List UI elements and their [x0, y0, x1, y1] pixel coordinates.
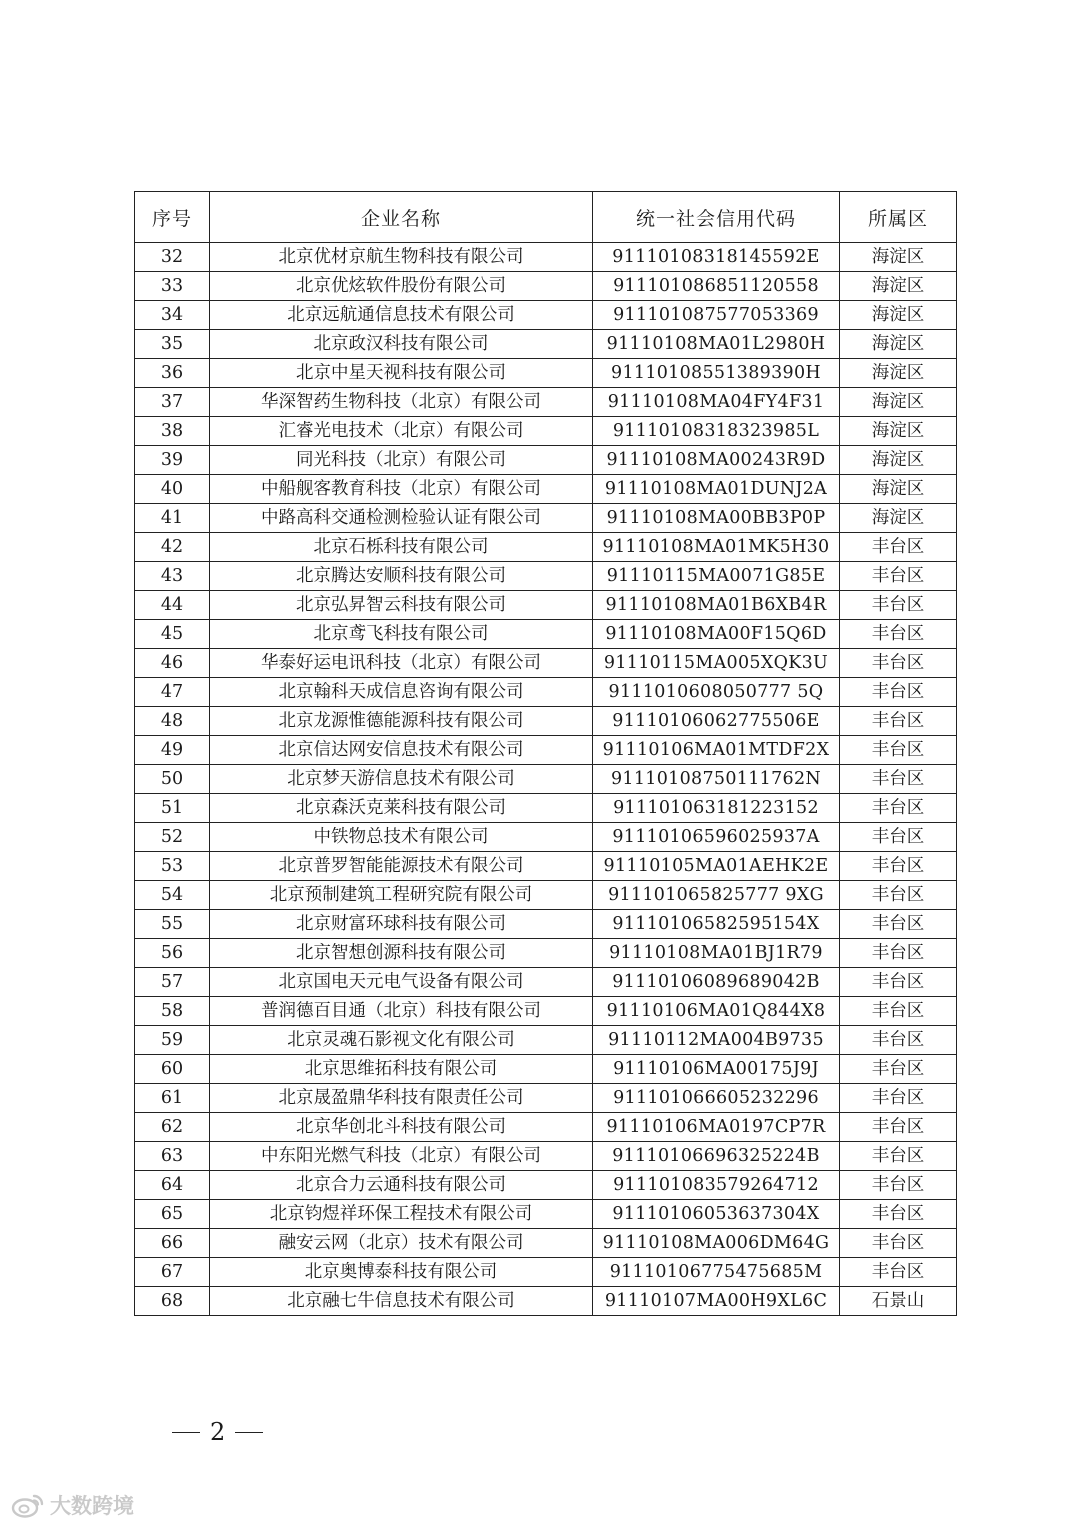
cell-seq: 34 — [135, 301, 210, 330]
table-row — [135, 678, 957, 707]
table-row — [135, 794, 957, 823]
cell-credit-code: 91110108MA00243R9D — [593, 446, 840, 475]
cell-district: 丰台区 — [840, 1026, 957, 1055]
cell-district: 丰台区 — [840, 1229, 957, 1258]
cell-name: 北京腾达安顺科技有限公司 — [210, 562, 593, 591]
cell-seq: 55 — [135, 910, 210, 939]
cell-name: 北京中星天视科技有限公司 — [210, 359, 593, 388]
cell-district: 丰台区 — [840, 562, 957, 591]
table-row — [135, 939, 957, 968]
table-row — [135, 1258, 957, 1287]
cell-name: 北京翰科天成信息咨询有限公司 — [210, 678, 593, 707]
cell-credit-code: 91110108750111762N — [593, 765, 840, 794]
cell-credit-code: 91110108MA00F15Q6D — [593, 620, 840, 649]
cell-credit-code: 91110107MA00H9XL6C — [593, 1287, 840, 1316]
cell-district: 海淀区 — [840, 272, 957, 301]
cell-district: 丰台区 — [840, 678, 957, 707]
cell-seq: 50 — [135, 765, 210, 794]
cell-district: 石景山 — [840, 1287, 957, 1316]
cell-seq: 64 — [135, 1171, 210, 1200]
cell-name: 北京财富环球科技有限公司 — [210, 910, 593, 939]
cell-credit-code: 9111010608050777 5Q — [593, 678, 840, 707]
cell-name: 同光科技（北京）有限公司 — [210, 446, 593, 475]
cell-district: 丰台区 — [840, 1142, 957, 1171]
table-row — [135, 272, 957, 301]
table-row — [135, 1113, 957, 1142]
cell-credit-code: 91110115MA005XQK3U — [593, 649, 840, 678]
table-row — [135, 1287, 957, 1316]
table-row — [135, 1171, 957, 1200]
cell-district: 丰台区 — [840, 765, 957, 794]
table-row — [135, 968, 957, 997]
cell-name: 华深智药生物科技（北京）有限公司 — [210, 388, 593, 417]
table-body — [135, 243, 957, 1316]
cell-name: 北京信达网安信息技术有限公司 — [210, 736, 593, 765]
cell-district: 海淀区 — [840, 243, 957, 272]
cell-credit-code: 91110108318323985L — [593, 417, 840, 446]
watermark — [10, 1490, 134, 1520]
table-row — [135, 707, 957, 736]
cell-seq: 37 — [135, 388, 210, 417]
table-row — [135, 359, 957, 388]
page-number-value: 2 — [210, 1418, 226, 1446]
cell-name: 中东阳光燃气科技（北京）有限公司 — [210, 1142, 593, 1171]
cell-name: 北京政汉科技有限公司 — [210, 330, 593, 359]
header-credit-code: 统一社会信用代码 — [593, 192, 840, 243]
cell-seq: 41 — [135, 504, 210, 533]
cell-name: 中铁物总技术有限公司 — [210, 823, 593, 852]
cell-credit-code: 91110112MA004B9735 — [593, 1026, 840, 1055]
table-row — [135, 736, 957, 765]
cell-seq: 44 — [135, 591, 210, 620]
cell-seq: 43 — [135, 562, 210, 591]
cell-district: 丰台区 — [840, 939, 957, 968]
cell-district: 丰台区 — [840, 910, 957, 939]
cell-name: 北京晟盈鼎华科技有限责任公司 — [210, 1084, 593, 1113]
cell-credit-code: 91110106MA0197CP7R — [593, 1113, 840, 1142]
cell-name: 北京石栎科技有限公司 — [210, 533, 593, 562]
table-row — [135, 1142, 957, 1171]
cell-district: 丰台区 — [840, 533, 957, 562]
cell-district: 丰台区 — [840, 1200, 957, 1229]
cell-credit-code: 91110106MA01Q844X8 — [593, 997, 840, 1026]
cell-name: 北京国电天元电气设备有限公司 — [210, 968, 593, 997]
table-row — [135, 330, 957, 359]
cell-credit-code: 91110108MA01MK5H30 — [593, 533, 840, 562]
cell-name: 北京钧煜祥环保工程技术有限公司 — [210, 1200, 593, 1229]
cell-credit-code: 91110106053637304X — [593, 1200, 840, 1229]
table-row — [135, 620, 957, 649]
cell-credit-code: 91110108MA006DM64G — [593, 1229, 840, 1258]
table-row — [135, 533, 957, 562]
cell-credit-code: 911101086851120558 — [593, 272, 840, 301]
cell-seq: 38 — [135, 417, 210, 446]
cell-name: 北京梦天游信息技术有限公司 — [210, 765, 593, 794]
table-row — [135, 388, 957, 417]
cell-seq: 62 — [135, 1113, 210, 1142]
cell-name: 北京奥博泰科技有限公司 — [210, 1258, 593, 1287]
table-row — [135, 1229, 957, 1258]
header-district: 所属区 — [840, 192, 957, 243]
cell-seq: 60 — [135, 1055, 210, 1084]
cell-seq: 56 — [135, 939, 210, 968]
cell-credit-code: 91110108MA01BJ1R79 — [593, 939, 840, 968]
cell-seq: 57 — [135, 968, 210, 997]
cell-name: 北京智想创源科技有限公司 — [210, 939, 593, 968]
cell-credit-code: 91110106775475685M — [593, 1258, 840, 1287]
cell-seq: 59 — [135, 1026, 210, 1055]
cell-district: 丰台区 — [840, 823, 957, 852]
cell-seq: 48 — [135, 707, 210, 736]
cell-credit-code: 91110106089689042B — [593, 968, 840, 997]
cell-name: 融安云网（北京）技术有限公司 — [210, 1229, 593, 1258]
cell-district: 海淀区 — [840, 446, 957, 475]
cell-seq: 51 — [135, 794, 210, 823]
cell-name: 北京思维拓科技有限公司 — [210, 1055, 593, 1084]
table-row — [135, 1026, 957, 1055]
cell-seq: 68 — [135, 1287, 210, 1316]
cell-seq: 35 — [135, 330, 210, 359]
cell-name: 北京优材京航生物科技有限公司 — [210, 243, 593, 272]
cell-name: 北京远航通信息技术有限公司 — [210, 301, 593, 330]
cell-credit-code: 91110105MA01AEHK2E — [593, 852, 840, 881]
cell-name: 普润德百目通（北京）科技有限公司 — [210, 997, 593, 1026]
cell-credit-code: 91110106596025937A — [593, 823, 840, 852]
page-number-dash-right — [235, 1432, 263, 1433]
cell-credit-code: 91110106696325224B — [593, 1142, 840, 1171]
cell-seq: 33 — [135, 272, 210, 301]
cell-name: 北京优炫软件股份有限公司 — [210, 272, 593, 301]
table-row — [135, 1200, 957, 1229]
cell-credit-code: 91110106062775506E — [593, 707, 840, 736]
cell-seq: 42 — [135, 533, 210, 562]
cell-seq: 52 — [135, 823, 210, 852]
cell-credit-code: 911101063181223152 — [593, 794, 840, 823]
cell-seq: 58 — [135, 997, 210, 1026]
cell-district: 海淀区 — [840, 359, 957, 388]
table-row — [135, 997, 957, 1026]
cell-seq: 54 — [135, 881, 210, 910]
cell-credit-code: 91110106MA01MTDF2X — [593, 736, 840, 765]
table-header-row — [135, 192, 957, 243]
table-row — [135, 823, 957, 852]
cell-name: 北京预制建筑工程研究院有限公司 — [210, 881, 593, 910]
cell-name: 北京合力云通科技有限公司 — [210, 1171, 593, 1200]
table-row — [135, 852, 957, 881]
cell-district: 丰台区 — [840, 1171, 957, 1200]
cell-seq: 61 — [135, 1084, 210, 1113]
cell-district: 丰台区 — [840, 591, 957, 620]
cell-seq: 45 — [135, 620, 210, 649]
table-row — [135, 446, 957, 475]
cell-district: 丰台区 — [840, 736, 957, 765]
watermark-text: 大数跨境 — [50, 1494, 134, 1518]
enterprise-table — [134, 191, 957, 1316]
cell-name: 汇睿光电技术（北京）有限公司 — [210, 417, 593, 446]
cell-credit-code: 91110106MA00175J9J — [593, 1055, 840, 1084]
table-row — [135, 910, 957, 939]
cell-name: 北京森沃克莱科技有限公司 — [210, 794, 593, 823]
table-row — [135, 243, 957, 272]
table-row — [135, 504, 957, 533]
cell-district: 丰台区 — [840, 1084, 957, 1113]
cell-name: 北京灵魂石影视文化有限公司 — [210, 1026, 593, 1055]
cell-district: 海淀区 — [840, 388, 957, 417]
cell-district: 海淀区 — [840, 330, 957, 359]
cell-district: 丰台区 — [840, 649, 957, 678]
cell-seq: 47 — [135, 678, 210, 707]
table-row — [135, 301, 957, 330]
table-row — [135, 1055, 957, 1084]
cell-name: 北京华创北斗科技有限公司 — [210, 1113, 593, 1142]
cell-credit-code: 911101065825777 9XG — [593, 881, 840, 910]
cell-seq: 36 — [135, 359, 210, 388]
cell-seq: 39 — [135, 446, 210, 475]
cell-seq: 46 — [135, 649, 210, 678]
cell-district: 丰台区 — [840, 620, 957, 649]
page-number-dash-left — [172, 1432, 200, 1433]
cell-name: 华泰好运电讯科技（北京）有限公司 — [210, 649, 593, 678]
cell-seq: 40 — [135, 475, 210, 504]
cell-seq: 49 — [135, 736, 210, 765]
cell-name: 北京龙源惟德能源科技有限公司 — [210, 707, 593, 736]
table-row — [135, 417, 957, 446]
cell-district: 海淀区 — [840, 475, 957, 504]
cell-credit-code: 91110108MA00BB3P0P — [593, 504, 840, 533]
cell-district: 丰台区 — [840, 1258, 957, 1287]
cell-credit-code: 91110108MA01B6XB4R — [593, 591, 840, 620]
cell-district: 丰台区 — [840, 997, 957, 1026]
cell-name: 中船舰客教育科技（北京）有限公司 — [210, 475, 593, 504]
cell-district: 丰台区 — [840, 968, 957, 997]
cell-seq: 67 — [135, 1258, 210, 1287]
cell-name: 中路高科交通检测检验认证有限公司 — [210, 504, 593, 533]
cell-name: 北京鸢飞科技有限公司 — [210, 620, 593, 649]
cell-name: 北京弘昇智云科技有限公司 — [210, 591, 593, 620]
cell-credit-code: 91110115MA0071G85E — [593, 562, 840, 591]
table-row — [135, 649, 957, 678]
table-row — [135, 591, 957, 620]
header-name: 企业名称 — [210, 192, 593, 243]
page-number — [172, 1418, 263, 1446]
cell-credit-code: 91110108551389390H — [593, 359, 840, 388]
cell-credit-code: 911101083579264712 — [593, 1171, 840, 1200]
cell-district: 海淀区 — [840, 417, 957, 446]
cell-credit-code: 91110108MA01DUNJ2A — [593, 475, 840, 504]
table-row — [135, 562, 957, 591]
cell-district: 丰台区 — [840, 881, 957, 910]
cell-district: 海淀区 — [840, 301, 957, 330]
cell-seq: 53 — [135, 852, 210, 881]
cell-name: 北京融七牛信息技术有限公司 — [210, 1287, 593, 1316]
cell-seq: 66 — [135, 1229, 210, 1258]
cell-credit-code: 91110108MA04FY4F31 — [593, 388, 840, 417]
table-row — [135, 475, 957, 504]
weibo-logo-icon — [10, 1491, 46, 1519]
cell-seq: 32 — [135, 243, 210, 272]
cell-credit-code: 91110108MA01L2980H — [593, 330, 840, 359]
cell-seq: 63 — [135, 1142, 210, 1171]
cell-credit-code: 911101066605232296 — [593, 1084, 840, 1113]
cell-district: 丰台区 — [840, 794, 957, 823]
cell-district: 丰台区 — [840, 1055, 957, 1084]
table-row — [135, 765, 957, 794]
cell-credit-code: 91110108318145592E — [593, 243, 840, 272]
cell-district: 丰台区 — [840, 1113, 957, 1142]
cell-district: 丰台区 — [840, 852, 957, 881]
cell-district: 海淀区 — [840, 504, 957, 533]
cell-seq: 65 — [135, 1200, 210, 1229]
cell-credit-code: 911101087577053369 — [593, 301, 840, 330]
cell-district: 丰台区 — [840, 707, 957, 736]
table-row — [135, 881, 957, 910]
cell-name: 北京普罗智能能源技术有限公司 — [210, 852, 593, 881]
cell-credit-code: 91110106582595154X — [593, 910, 840, 939]
header-seq: 序号 — [135, 192, 210, 243]
table-row — [135, 1084, 957, 1113]
